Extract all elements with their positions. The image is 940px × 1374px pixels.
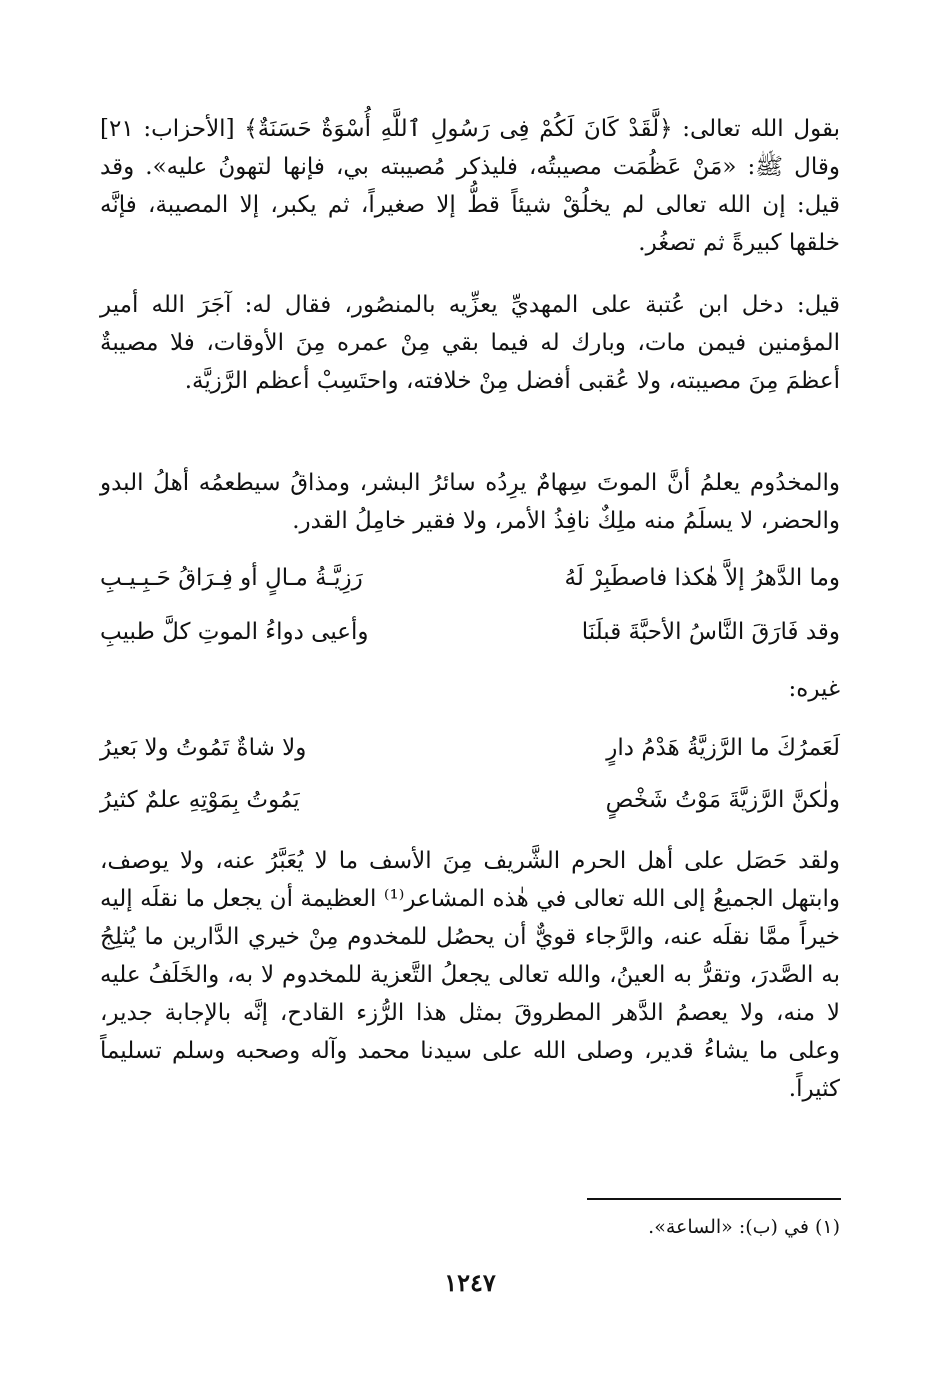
- verse-first-hemistich: وقد فَارَقَ النَّاسُ الأحبَّةَ قبلَنَا: [581, 619, 840, 645]
- footnote: (١) في (ب): «الساعة».: [648, 1216, 840, 1238]
- verse-line: [100, 558, 840, 598]
- page-number: ١٢٤٧: [444, 1268, 496, 1297]
- verse-second-hemistich: يَمُوتُ بِمَوْتِهِ علمٌ كثيرُ: [100, 787, 300, 813]
- footnote-divider: [587, 1198, 841, 1200]
- verse-line: [100, 728, 840, 768]
- paragraph-ibn-utba: قيل: دخل ابن عُتبة على المهديِّ يعزِّيه بالمنصُور، فقال له: آجَرَ الله أمير المؤمنين فيمن مات، وبارك له فيما بقي مِنْ عمره مِنَ الأوقات، فلا مصيبةٌ أعظمَ مِنَ مصيبته، ولا عُقبى أفضل مِنْ خلافته، واحتَسِبْ أعظم الرَّزيَّة.: [100, 292, 840, 394]
- verse-line: [100, 780, 840, 820]
- paragraph-intro: بقول الله تعالى: ﴿لَّقَدْ كَانَ لَكُمْ فِى رَسُولِ ٱللَّهِ أُسْوَةٌ حَسَنَةٌ﴾ [الأحزاب: ٢١] وقال ﷺ: «مَنْ عَظُمَت مصيبتُه، فليذكر مُصيبته بي، فإنها لتهونُ عليه». وقد قيل: إن الله تعالى لم يخلُقْ شيئاً قطُّ إلا صغيراً، ثم يكبر، إلا المصيبة، فإنَّه خلقها كبيرةً ثم تصغُر.: [100, 116, 840, 256]
- verse-first-hemistich: ولٰكنَّ الرَّزيَّةَ مَوْتُ شَخْصٍ: [605, 787, 840, 813]
- paragraph-condolence: ولقد حَصَل على أهل الحرم الشَّريف مِنَ الأسف ما لا يُعَبَّرُ عنه، ولا يوصف، وابتهل الجميعُ إلى الله تعالى في هٰذه المشاعر⁽¹⁾ العظيمة أن يجعل ما نقلَه إليه خيراً ممَّا نقلَه عنه، والرَّجاء قويٌّ أن يحصُل للمخدوم مِنْ خيري الدَّارين ما يُثلِجُ به الصَّدرَ، وتقرُّ به العينُ، والله تعالى يجعلُ التَّعزية للمخدوم لا به، والخَلَفُ عليه لا منه، ولا يعصمُ الدَّهر المطروقَ بمثل هذا الرُّزء القادح، إنَّه بالإجابة جدير، وعلى ما يشاءُ قدير، وصلى الله على سيدنا محمد وآله وصحبه وسلم تسليماً كثيراً.: [100, 848, 840, 1102]
- verse-second-hemistich: وأعيى دواءُ الموتِ كلَّ طبيبِ: [100, 619, 369, 645]
- other-poet-label: غيره:: [788, 676, 840, 702]
- verse-first-hemistich: لَعَمرُكَ ما الرَّزيَّةُ هَدْمُ دارٍ: [606, 735, 840, 761]
- verse-line: [100, 612, 840, 652]
- verse-second-hemistich: رَزِيَّـةُ مـالٍ أو فِـرَاقُ حَـبِـيـبِ: [100, 565, 363, 591]
- verse-second-hemistich: ولا شاةٌ تَمُوتُ ولا بَعيرُ: [100, 735, 307, 761]
- paragraph-makhdum: والمخدُوم يعلمُ أنَّ الموتَ سِهامٌ يرِدُه سائرُ البشر، ومذاقُ سيطعمُه أهلُ البدو والحضر، لا يسلَمُ منه ملِكٌ نافِذُ الأمر، ولا فقير خامِلُ القدر.: [100, 470, 840, 534]
- verse-first-hemistich: وما الدَّهرُ إلاَّ هٰكذا فاصطَبِرْ لَهُ: [564, 565, 840, 591]
